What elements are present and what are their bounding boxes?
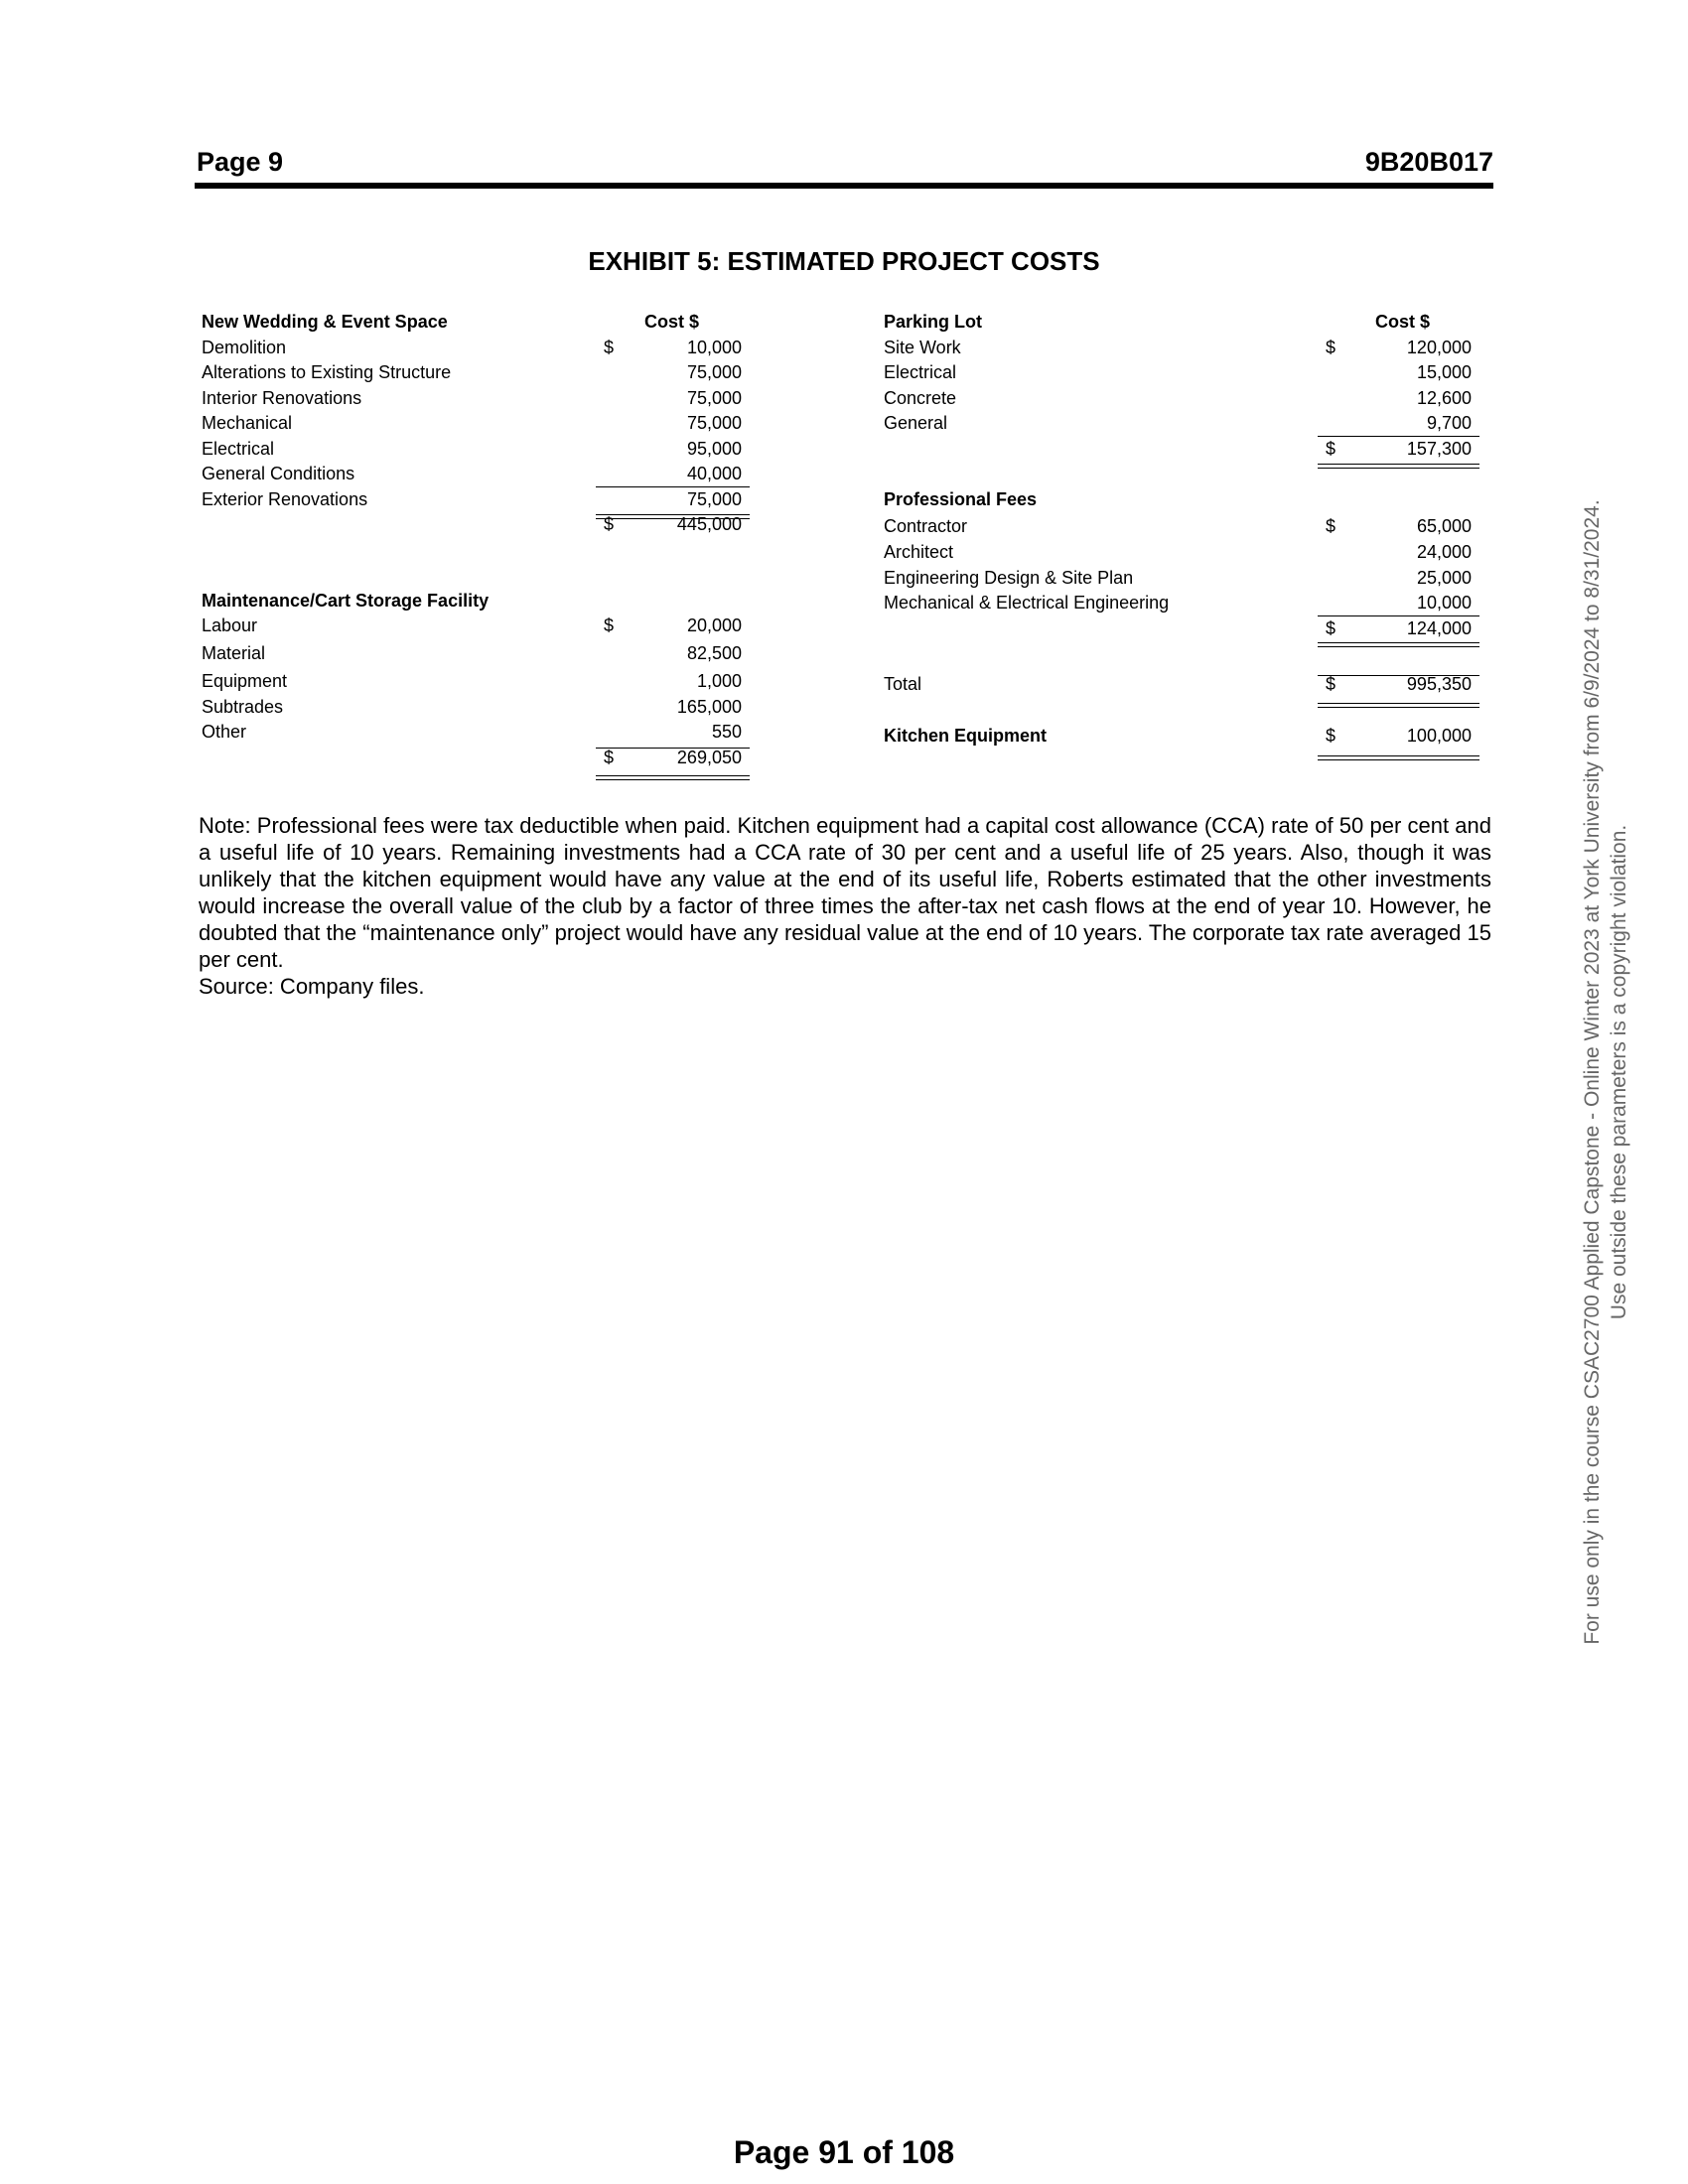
watermark-line-2: Use outside these parameters is a copyright violation.: [1608, 824, 1630, 1320]
table-row: [202, 411, 758, 437]
row-label: Mechanical: [202, 413, 293, 433]
table-row: [202, 360, 758, 386]
page-label: Page 9: [197, 147, 284, 177]
note-text: Note: Professional fees were tax deductible when paid. Kitchen equipment had a capital cost allowance (CCA) rate of 50 per cent and a useful life of 10 years. Remaining investments had a CCA rate of 30 per cent and a useful life of 25 years. Also, though it was unlikely that the kitchen equipment would have any value at the end of its useful life, Roberts estimated that the other investments would increase the overall value of the club by a factor of three times the after-tax net cash flows at the end of year 10. However, he doubted that the “maintenance only” project would have any residual value at the end of 10 years. The corporate tax rate averaged 15 per cent.: [199, 813, 1491, 972]
professional-total-row: [884, 616, 1499, 642]
row-label: Contractor: [884, 516, 968, 536]
kitchen-value: 100,000: [1406, 725, 1472, 746]
table-row: [884, 411, 1499, 437]
professional-heading: Professional Fees: [884, 488, 1038, 509]
row-label: Mechanical & Electrical Engineering: [884, 593, 1170, 613]
exhibit-note: [199, 812, 1491, 1000]
maintenance-total-row: [202, 746, 758, 771]
kitchen-row: [884, 724, 1499, 750]
grand-total-label: Total: [884, 673, 922, 694]
row-label: General Conditions: [202, 464, 355, 483]
exhibit-title: EXHIBIT 5: ESTIMATED PROJECT COSTS: [588, 246, 1100, 276]
row-value: 82,500: [686, 642, 742, 663]
table-row: [202, 695, 758, 721]
wedding-heading: New Wedding & Event Space: [202, 312, 448, 332]
row-label: Alterations to Existing Structure: [202, 362, 452, 382]
row-value: 65,000: [1416, 516, 1472, 536]
row-label: Demolition: [202, 337, 287, 357]
total-currency: $: [1326, 438, 1336, 459]
table-row: [202, 386, 758, 412]
kitchen-label: Kitchen Equipment: [884, 725, 1048, 746]
total-currency: $: [604, 514, 615, 534]
case-code: 9B20B017: [1364, 147, 1493, 177]
row-value: 75,000: [686, 413, 742, 433]
table-row: [202, 336, 758, 361]
row-label: Equipment: [202, 670, 288, 691]
row-value: 120,000: [1406, 337, 1472, 357]
parking-total: 157,300: [1406, 438, 1472, 459]
row-value: 75,000: [686, 362, 742, 382]
row-value: 25,000: [1416, 567, 1472, 588]
subtotal-rule: [596, 486, 750, 487]
grand-total-value: 995,350: [1406, 673, 1472, 694]
row-label: Interior Renovations: [202, 387, 362, 408]
row-value: 1,000: [696, 670, 742, 691]
table-row: [202, 667, 758, 695]
parking-heading-row: [884, 310, 1499, 336]
total-double-rule: [1318, 755, 1479, 760]
wedding-total: 445,000: [676, 514, 742, 534]
left-col-header: Cost $: [644, 312, 700, 332]
table-row: [884, 336, 1499, 361]
right-cost-table: [884, 310, 1499, 746]
row-value: 24,000: [1416, 542, 1472, 562]
row-currency: $: [604, 337, 615, 357]
row-currency: $: [1326, 516, 1336, 536]
maintenance-heading: Maintenance/Cart Storage Facility: [202, 590, 490, 611]
table-row: [202, 614, 758, 639]
total-currency: $: [1326, 617, 1336, 638]
row-value: 10,000: [1416, 593, 1472, 613]
row-label: Engineering Design & Site Plan: [884, 567, 1134, 588]
total-double-rule: [596, 514, 750, 519]
table-row: [202, 720, 758, 746]
row-value: 550: [711, 722, 742, 742]
table-row: [202, 487, 758, 513]
row-value: 40,000: [686, 464, 742, 483]
row-label: Architect: [884, 542, 954, 562]
row-label: Electrical: [884, 362, 957, 382]
total-double-rule: [596, 775, 750, 780]
total-currency: $: [604, 747, 615, 767]
row-value: 9,700: [1426, 413, 1472, 433]
table-row: [884, 566, 1499, 592]
row-currency: $: [604, 615, 615, 635]
maintenance-heading-row: [202, 589, 758, 614]
row-label: Electrical: [202, 438, 275, 459]
professional-heading-row: [884, 487, 1499, 513]
table-row: [202, 437, 758, 463]
table-row: [884, 360, 1499, 386]
row-label: General: [884, 413, 948, 433]
parking-heading: Parking Lot: [884, 312, 983, 332]
left-cost-table: [202, 310, 758, 770]
row-label: Labour: [202, 615, 258, 635]
parking-total-row: [884, 437, 1499, 463]
table-row: [884, 512, 1499, 540]
row-label: Exterior Renovations: [202, 488, 368, 509]
header-rule: [195, 183, 1493, 189]
table-row: [884, 386, 1499, 412]
row-value: 75,000: [686, 387, 742, 408]
table-row: [884, 540, 1499, 566]
row-label: Site Work: [884, 337, 961, 357]
row-value: 20,000: [686, 615, 742, 635]
copyright-watermark: [1579, 447, 1632, 1698]
watermark-line-1: For use only in the course CSAC2700 Applied Capstone - Online Winter 2023 at York University from 6/9/2024 to 8/31/2024.: [1581, 499, 1604, 1645]
row-value: 10,000: [686, 337, 742, 357]
source-text: Source: Company files.: [199, 974, 425, 999]
row-label: Concrete: [884, 387, 957, 408]
row-label: Other: [202, 722, 247, 742]
row-value: 12,600: [1416, 387, 1472, 408]
row-label: Material: [202, 642, 266, 663]
row-value: 15,000: [1416, 362, 1472, 382]
table-row: [202, 639, 758, 667]
wedding-heading-row: [202, 310, 758, 336]
row-label: Subtrades: [202, 696, 284, 717]
maintenance-total: 269,050: [676, 747, 742, 767]
row-value: 95,000: [686, 438, 742, 459]
row-currency: $: [1326, 337, 1336, 357]
page-footer: Page 91 of 108: [733, 2134, 955, 2170]
total-currency: $: [1326, 673, 1336, 694]
kitchen-currency: $: [1326, 725, 1336, 746]
row-value: 75,000: [686, 488, 742, 509]
table-row: [884, 591, 1499, 616]
row-value: 165,000: [676, 696, 742, 717]
professional-total: 124,000: [1406, 617, 1472, 638]
table-row: [202, 462, 758, 487]
right-col-header: Cost $: [1375, 312, 1431, 332]
